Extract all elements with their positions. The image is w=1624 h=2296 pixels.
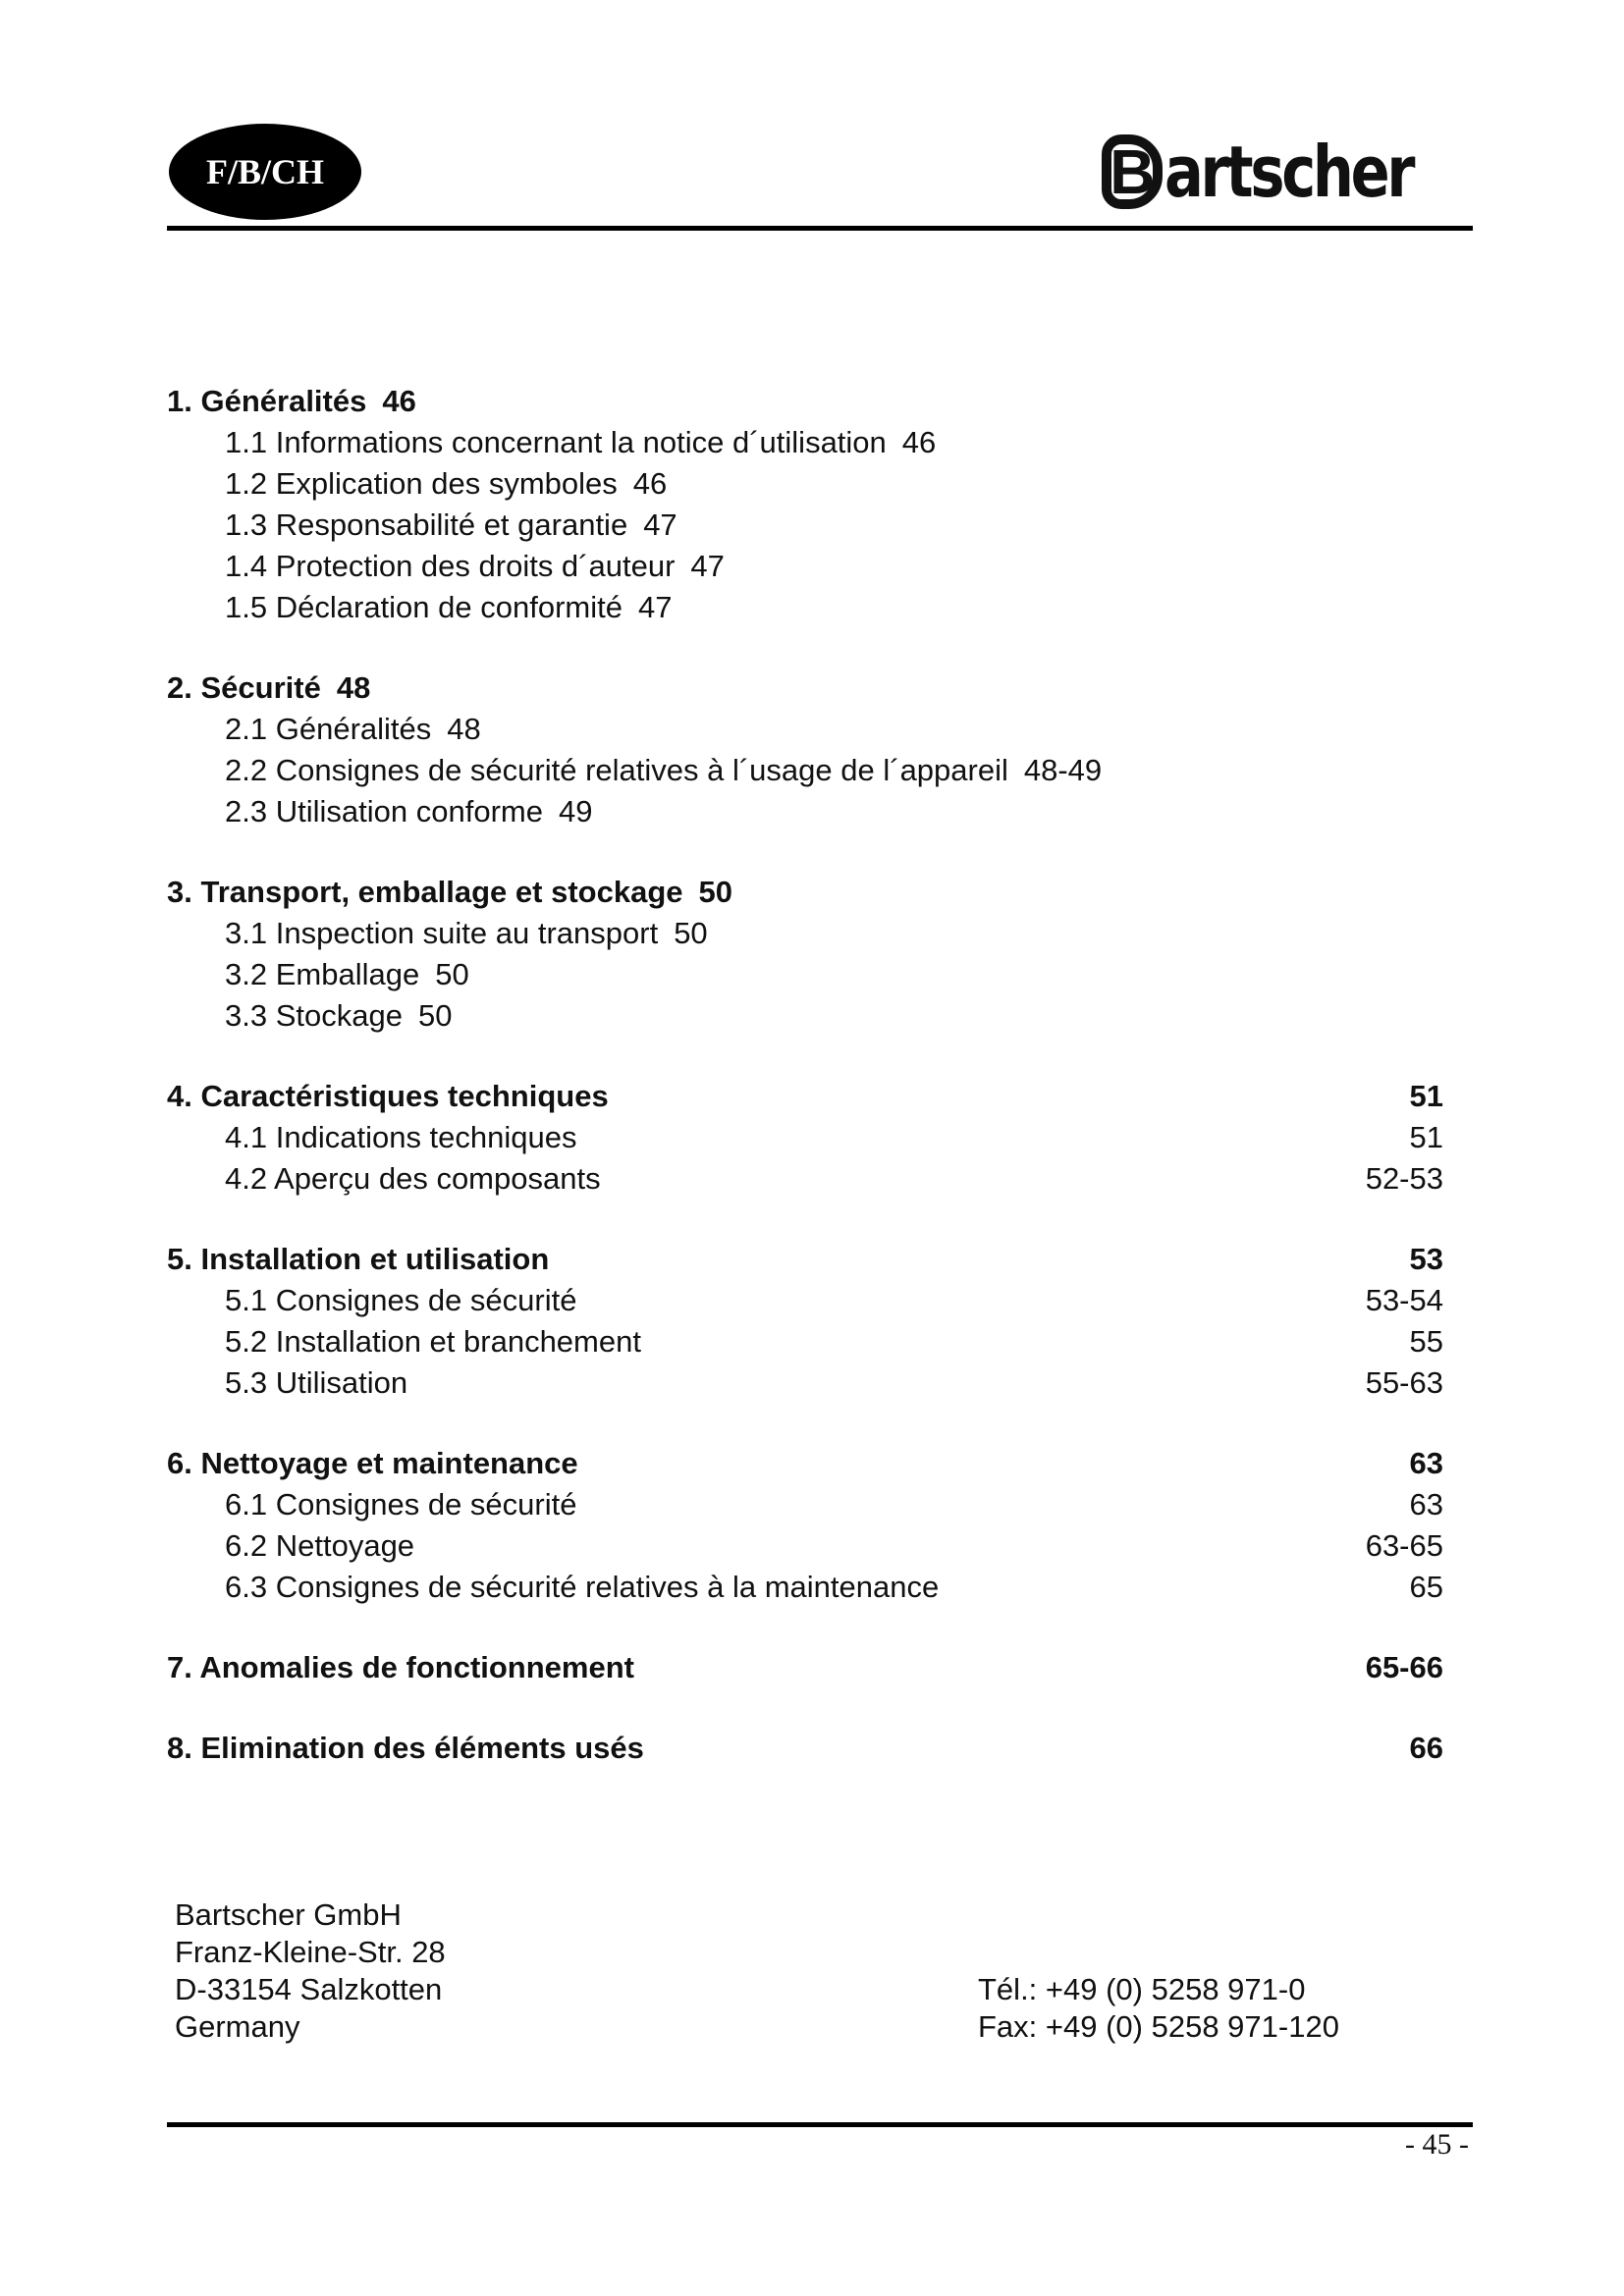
toc-heading-page: 66 — [1409, 1731, 1443, 1765]
toc-section — [167, 1443, 1443, 1608]
toc-heading-number: 3. — [167, 875, 192, 909]
phone-number: Tél.: +49 (0) 5258 971-0 — [978, 1972, 1306, 2006]
table-of-contents — [167, 381, 1443, 1808]
company-name: Bartscher GmbH — [175, 1897, 402, 1932]
toc-item[interactable] — [167, 1567, 1443, 1608]
toc-item-page: 55 — [1409, 1324, 1443, 1359]
toc-heading-5[interactable] — [167, 1239, 1443, 1280]
toc-item-page: 65 — [1409, 1570, 1443, 1604]
toc-item-page: 49 — [558, 794, 593, 828]
toc-section — [167, 1076, 1443, 1200]
toc-section — [167, 1728, 1443, 1769]
toc-heading-page: 53 — [1409, 1242, 1443, 1276]
toc-item-title: Nettoyage — [275, 1528, 415, 1563]
toc-item-number: 5.1 — [225, 1283, 268, 1317]
toc-heading-title: Installation et utilisation — [200, 1242, 550, 1276]
toc-item-title: Protection des droits d´auteur — [275, 549, 676, 583]
toc-heading-title: Anomalies de fonctionnement — [199, 1650, 634, 1684]
toc-item-title: Responsabilité et garantie — [275, 507, 628, 542]
toc-heading-page: 65-66 — [1365, 1650, 1443, 1684]
toc-heading-page: 48 — [336, 670, 371, 705]
toc-item-page: 63 — [1409, 1487, 1443, 1522]
toc-item-title: Utilisation conforme — [275, 794, 543, 828]
toc-heading-3[interactable] — [167, 872, 1443, 913]
toc-section — [167, 667, 1443, 832]
toc-item-title: Consignes de sécurité — [275, 1283, 577, 1317]
toc-item-number: 1.5 — [225, 590, 268, 624]
toc-item-page: 47 — [637, 590, 673, 624]
toc-item-title: Consignes de sécurité relatives à la maintenance — [275, 1570, 940, 1604]
toc-item-number: 6.2 — [225, 1528, 268, 1563]
toc-item-title: Stockage — [275, 998, 403, 1033]
toc-heading-number: 7. — [167, 1650, 192, 1684]
toc-item-page: 46 — [901, 425, 937, 459]
toc-item-page: 48-49 — [1023, 753, 1103, 787]
toc-heading-4[interactable] — [167, 1076, 1443, 1117]
toc-heading-number: 4. — [167, 1079, 192, 1113]
toc-item-title: Indications techniques — [275, 1120, 577, 1154]
toc-item[interactable] — [167, 1525, 1443, 1567]
toc-item-page: 52-53 — [1365, 1161, 1443, 1196]
toc-heading-title: Caractéristiques techniques — [200, 1079, 609, 1113]
toc-item[interactable] — [167, 913, 1443, 954]
toc-item[interactable] — [167, 1280, 1443, 1321]
toc-item[interactable] — [167, 1362, 1443, 1404]
address-street: Franz-Kleine-Str. 28 — [175, 1935, 446, 1969]
region-badge: F/B/CH — [169, 124, 361, 220]
toc-item-page: 53-54 — [1365, 1283, 1443, 1317]
toc-item-number: 1.4 — [225, 549, 268, 583]
toc-section — [167, 1239, 1443, 1404]
toc-item-number: 6.1 — [225, 1487, 268, 1522]
toc-item-title: Installation et branchement — [275, 1324, 641, 1359]
toc-heading-7[interactable] — [167, 1647, 1443, 1688]
toc-item-title: Emballage — [275, 957, 420, 991]
toc-heading-8[interactable] — [167, 1728, 1443, 1769]
toc-heading-page: 63 — [1409, 1446, 1443, 1480]
toc-item[interactable] — [167, 995, 1443, 1037]
toc-section — [167, 872, 1443, 1037]
toc-item-title: Généralités — [275, 712, 432, 746]
fax-number: Fax: +49 (0) 5258 971-120 — [978, 2009, 1339, 2044]
footer-divider — [167, 2122, 1473, 2127]
toc-item[interactable] — [167, 1321, 1443, 1362]
toc-item-title: Explication des symboles — [275, 466, 618, 501]
toc-item-title: Aperçu des composants — [274, 1161, 601, 1196]
toc-item-page: 47 — [690, 549, 725, 583]
toc-item-number: 6.3 — [225, 1570, 268, 1604]
toc-item[interactable] — [167, 750, 1443, 791]
toc-heading-number: 6. — [167, 1446, 192, 1480]
toc-item-number: 1.1 — [225, 425, 268, 459]
company-contact — [978, 1971, 1339, 2046]
toc-item-number: 4.1 — [225, 1120, 268, 1154]
toc-item-page: 46 — [632, 466, 668, 501]
toc-item[interactable] — [167, 505, 1443, 546]
toc-item[interactable] — [167, 587, 1443, 628]
toc-item[interactable] — [167, 1117, 1443, 1158]
company-address — [175, 1896, 446, 2046]
address-city: D-33154 Salzkotten — [175, 1972, 443, 2006]
toc-heading-title: Elimination des éléments usés — [200, 1731, 644, 1765]
toc-item[interactable] — [167, 954, 1443, 995]
toc-item-page: 47 — [643, 507, 677, 542]
toc-item-page: 50 — [674, 916, 708, 950]
toc-item-number: 5.2 — [225, 1324, 268, 1359]
toc-item-number: 1.3 — [225, 507, 268, 542]
toc-item-page: 63-65 — [1365, 1528, 1443, 1563]
toc-item-title: Consignes de sécurité — [275, 1487, 577, 1522]
toc-item-title: Consignes de sécurité relatives à l´usage de l´appareil — [275, 753, 1008, 787]
toc-item-title: Inspection suite au transport — [275, 916, 659, 950]
toc-heading-number: 8. — [167, 1731, 192, 1765]
toc-item-number: 2.2 — [225, 753, 268, 787]
toc-item-page: 50 — [435, 957, 469, 991]
toc-item-number: 4.2 — [225, 1161, 268, 1196]
toc-item[interactable] — [167, 1484, 1443, 1525]
page-number: - 45 - — [1405, 2128, 1469, 2161]
toc-item[interactable] — [167, 791, 1443, 832]
toc-item-title: Informations concernant la notice d´utilisation — [275, 425, 887, 459]
toc-item-number: 1.2 — [225, 466, 268, 501]
toc-heading-title: Sécurité — [200, 670, 321, 705]
toc-item-number: 3.3 — [225, 998, 268, 1033]
toc-item-number: 2.1 — [225, 712, 268, 746]
toc-item[interactable] — [167, 422, 1443, 463]
toc-item-page: 50 — [418, 998, 453, 1033]
header-divider — [167, 226, 1473, 231]
address-country: Germany — [175, 2009, 300, 2044]
toc-item-number: 3.2 — [225, 957, 268, 991]
brand-logo — [1102, 123, 1467, 221]
toc-item[interactable] — [167, 1158, 1443, 1200]
toc-heading-number: 2. — [167, 670, 192, 705]
toc-section — [167, 381, 1443, 628]
toc-heading-2[interactable] — [167, 667, 1443, 709]
toc-item-page: 55-63 — [1365, 1365, 1443, 1400]
toc-item[interactable] — [167, 546, 1443, 587]
toc-heading-1[interactable] — [167, 381, 1443, 422]
toc-item-number: 2.3 — [225, 794, 268, 828]
toc-item-page: 48 — [447, 712, 481, 746]
brand-logo-letter: B — [1102, 134, 1163, 209]
toc-item[interactable] — [167, 463, 1443, 505]
toc-item-number: 3.1 — [225, 916, 268, 950]
toc-item-title: Déclaration de conformité — [275, 590, 623, 624]
toc-heading-title: Transport, emballage et stockage — [200, 875, 683, 909]
toc-section — [167, 1647, 1443, 1688]
toc-heading-title: Nettoyage et maintenance — [200, 1446, 578, 1480]
toc-item-page: 51 — [1409, 1120, 1443, 1154]
toc-heading-number: 5. — [167, 1242, 192, 1276]
toc-item-title: Utilisation — [275, 1365, 408, 1400]
brand-logo-text: artscher — [1164, 131, 1413, 213]
toc-heading-page: 46 — [382, 384, 416, 418]
toc-heading-number: 1. — [167, 384, 192, 418]
toc-item-number: 5.3 — [225, 1365, 268, 1400]
toc-heading-page: 51 — [1409, 1079, 1443, 1113]
page-header — [167, 113, 1473, 231]
toc-heading-title: Généralités — [200, 384, 367, 418]
toc-heading-page: 50 — [698, 875, 732, 909]
toc-item[interactable] — [167, 709, 1443, 750]
toc-heading-6[interactable] — [167, 1443, 1443, 1484]
